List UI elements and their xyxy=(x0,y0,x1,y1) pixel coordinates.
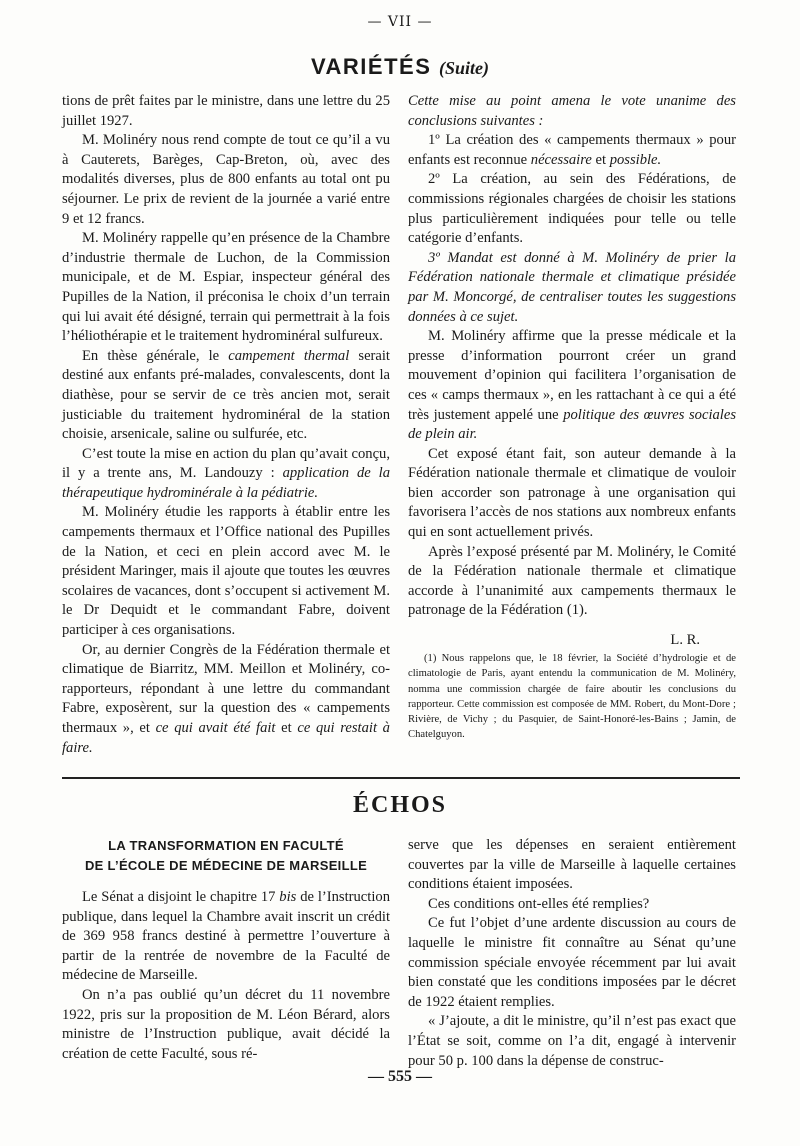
italic-run: application de la thérapeutique hydrominérale à la pédiatrie. xyxy=(62,465,390,501)
article-title-line: LA TRANSFORMATION EN FACULTÉ xyxy=(108,838,344,853)
footnote xyxy=(408,651,736,743)
text-run: serait destiné aux enfants pré-malades, convalescents, dont la diathèse, pour se servir de ce très ancien mot, serait justiciable du traitement hydrominéral de la station choisie, arsenicale, saline ou sulfurée, etc. xyxy=(62,347,390,443)
signature: L. R. xyxy=(670,632,700,649)
text-run: de l’Instruction publique, dans lequel la Chambre avait inscrit un crédit de 369 958 francs destiné à permettre l’ouverture à partir de la rentrée de novembre de la Faculté de médecine de Marseille. xyxy=(62,889,390,984)
paragraph: tions de prêt faites par le ministre, dans une lettre du 25 juillet 1927. xyxy=(62,93,390,129)
section-title-suite: (Suite) xyxy=(439,58,490,78)
paragraph xyxy=(408,92,736,131)
varietes-right-column xyxy=(408,92,736,651)
paragraph: « J’ajoute, a dit le ministre, qu’il n’est pas exact que l’État se soit, comme on l’a dit, engagé à intervenir pour 50 p. 100 dans la dépense de construc- xyxy=(408,1013,736,1069)
section-title-varietes xyxy=(0,54,800,80)
italic-run: ce qui restait à faire. xyxy=(62,720,390,756)
text-run: M. Molinéry affirme que la presse médicale et la presse d’information pourront créer un grand mouvement d’opinion qui facilitera l’organisation de ces « camps thermaux », en les rattachant à ce qui a été très justement appelé une xyxy=(408,328,736,423)
paragraph xyxy=(62,347,390,445)
section-divider xyxy=(62,777,740,779)
paragraph xyxy=(62,888,390,986)
echos-left-column xyxy=(62,836,390,1064)
italic-run: nécessaire xyxy=(530,151,592,168)
paragraph: M. Molinéry nous rend compte de tout ce qu’il a vu à Cauterets, Barèges, Cap-Breton, où, avec des modalités diverses, plus de 800 enfants au total ont pu séjourner. Le prix de revient de la journée a varié entre 9 et 12 francs. xyxy=(62,132,390,227)
running-head: — VII — xyxy=(367,14,433,30)
text-run: et xyxy=(275,720,298,736)
text-run: En thèse générale, le xyxy=(82,347,229,364)
footnote-text: (1) Nous rappelons que, le 18 février, la Société d’hydrologie et de climatologie de Paris, ayant entendu la communication de M. Molinéry, nomma une commission chargée de faire aboutir les conclusions du rapporteur. Cette commission est composée de MM. Robert, du Mont-Dore ; Rivière, de Vichy ; du Pasquier, de Saint-Honoré-les-Bains ; Jamin, de Chatelguyon. xyxy=(408,653,736,741)
paragraph: M. Molinéry rappelle qu’en présence de la Chambre d’industrie thermale de Luchon, de la Commission municipale, et de M. Espiar, inspecteur général des Pupilles de la Nation, il préconisa le choix d’un terrain qui lui avait été désigné, terrain qui permettrait à la fois l’héliothérapie et le traitement hydrominéral sulfureux. xyxy=(62,230,390,345)
article-title xyxy=(62,836,390,876)
paragraph xyxy=(408,131,736,170)
varietes-left-column xyxy=(62,92,390,758)
page-number: — 555 — xyxy=(368,1068,432,1085)
text-run: et xyxy=(591,151,610,168)
section-title-echos: ÉCHOS xyxy=(352,792,448,818)
text-run: C’est toute la mise en action du plan qu’avait conçu, il y a trente ans, M. Landouzy : xyxy=(62,445,390,482)
article-title-line: DE L’ÉCOLE DE MÉDECINE DE MARSEILLE xyxy=(84,858,368,873)
paragraph: M. Molinéry étudie les rapports à établir entre les campements thermaux et l’Office national des Pupilles de la Nation, et ceci en plein accord avec M. le président Maringer, mais il ajoute que toutes les œuvres scolaires de vacances, dont s’occupent si activement M. le Dr Dequidt et le commandant Fabre, doivent participer à ces organisations. xyxy=(62,504,390,639)
paragraph: Cet exposé étant fait, son auteur demande à la Fédération nationale thermale et climatique de vouloir bien accorder son patronage à une organisation qui favorisera l’accès de nos stations aux nombreux enfants qui en sont actuellement privés. xyxy=(408,445,736,541)
paragraph xyxy=(62,641,390,759)
paragraph: 2º La création, au sein des Fédérations, de commissions régionales chargées de choisir les stations plus particulièrement indiquées pour telle ou telle catégorie d’enfants. xyxy=(408,171,736,247)
echos-right-column xyxy=(408,836,736,1071)
italic-run: ce qui avait été fait xyxy=(155,720,276,736)
paragraph: serve que les dépenses en seraient entièrement couvertes par la ville de Marseille à laquelle certaines conditions étaient imposées. xyxy=(408,837,736,893)
paragraph: Après l’exposé présenté par M. Molinéry, le Comité de la Fédération nationale thermale et climatique accorde à l’unanimité aux campements thermaux le patronage de la Fédération (1). xyxy=(408,543,736,619)
italic-run: Cette mise au point amena le vote unanime des conclusions suivantes : xyxy=(408,93,736,129)
italic-run: 3º Mandat est donné à M. Molinéry de prier la Fédération nationale thermale et climatique présidée par M. Moncorgé, de centraliser toutes les suggestions données à ce sujet. xyxy=(408,249,736,325)
text-run: Or, au dernier Congrès de la Fédération thermale et climatique de Biarritz, MM. Meillon et Molinéry, co-rapporteurs, répondant à une lettre du commandant Fabre, exposèrent, sur la question des « campements thermaux », et xyxy=(62,641,390,736)
paragraph xyxy=(408,327,736,445)
italic-run: bis xyxy=(279,889,297,905)
italic-run: campement thermal xyxy=(228,347,350,364)
paragraph: Ce fut l’objet d’une ardente discussion au cours de laquelle le ministre fit connaître au Sénat qu’une commission spéciale envoyée récemment par lui avait bien constaté que les conditions imposées par le décret de 1922 étaient remplies. xyxy=(408,915,736,1010)
paragraph xyxy=(62,445,390,504)
text-run: Le Sénat a disjoint le chapitre 17 xyxy=(82,889,280,905)
paragraph: Ces conditions ont-elles été remplies? xyxy=(428,895,650,912)
paragraph xyxy=(408,249,736,327)
section-title-text: VARIÉTÉS xyxy=(310,54,432,79)
paragraph: On n’a pas oublié qu’un décret du 11 novembre 1922, pris sur la proposition de M. Léon Bérard, alors ministre de l’Instruction publique, avait décidé la création de cette Faculté, sous ré- xyxy=(62,986,390,1062)
italic-run: politique des œuvres sociales de plein air. xyxy=(408,406,737,443)
italic-run: possible. xyxy=(609,151,662,168)
text-run: 1º La création des « campements thermaux » pour enfants est reconnue xyxy=(408,132,736,168)
